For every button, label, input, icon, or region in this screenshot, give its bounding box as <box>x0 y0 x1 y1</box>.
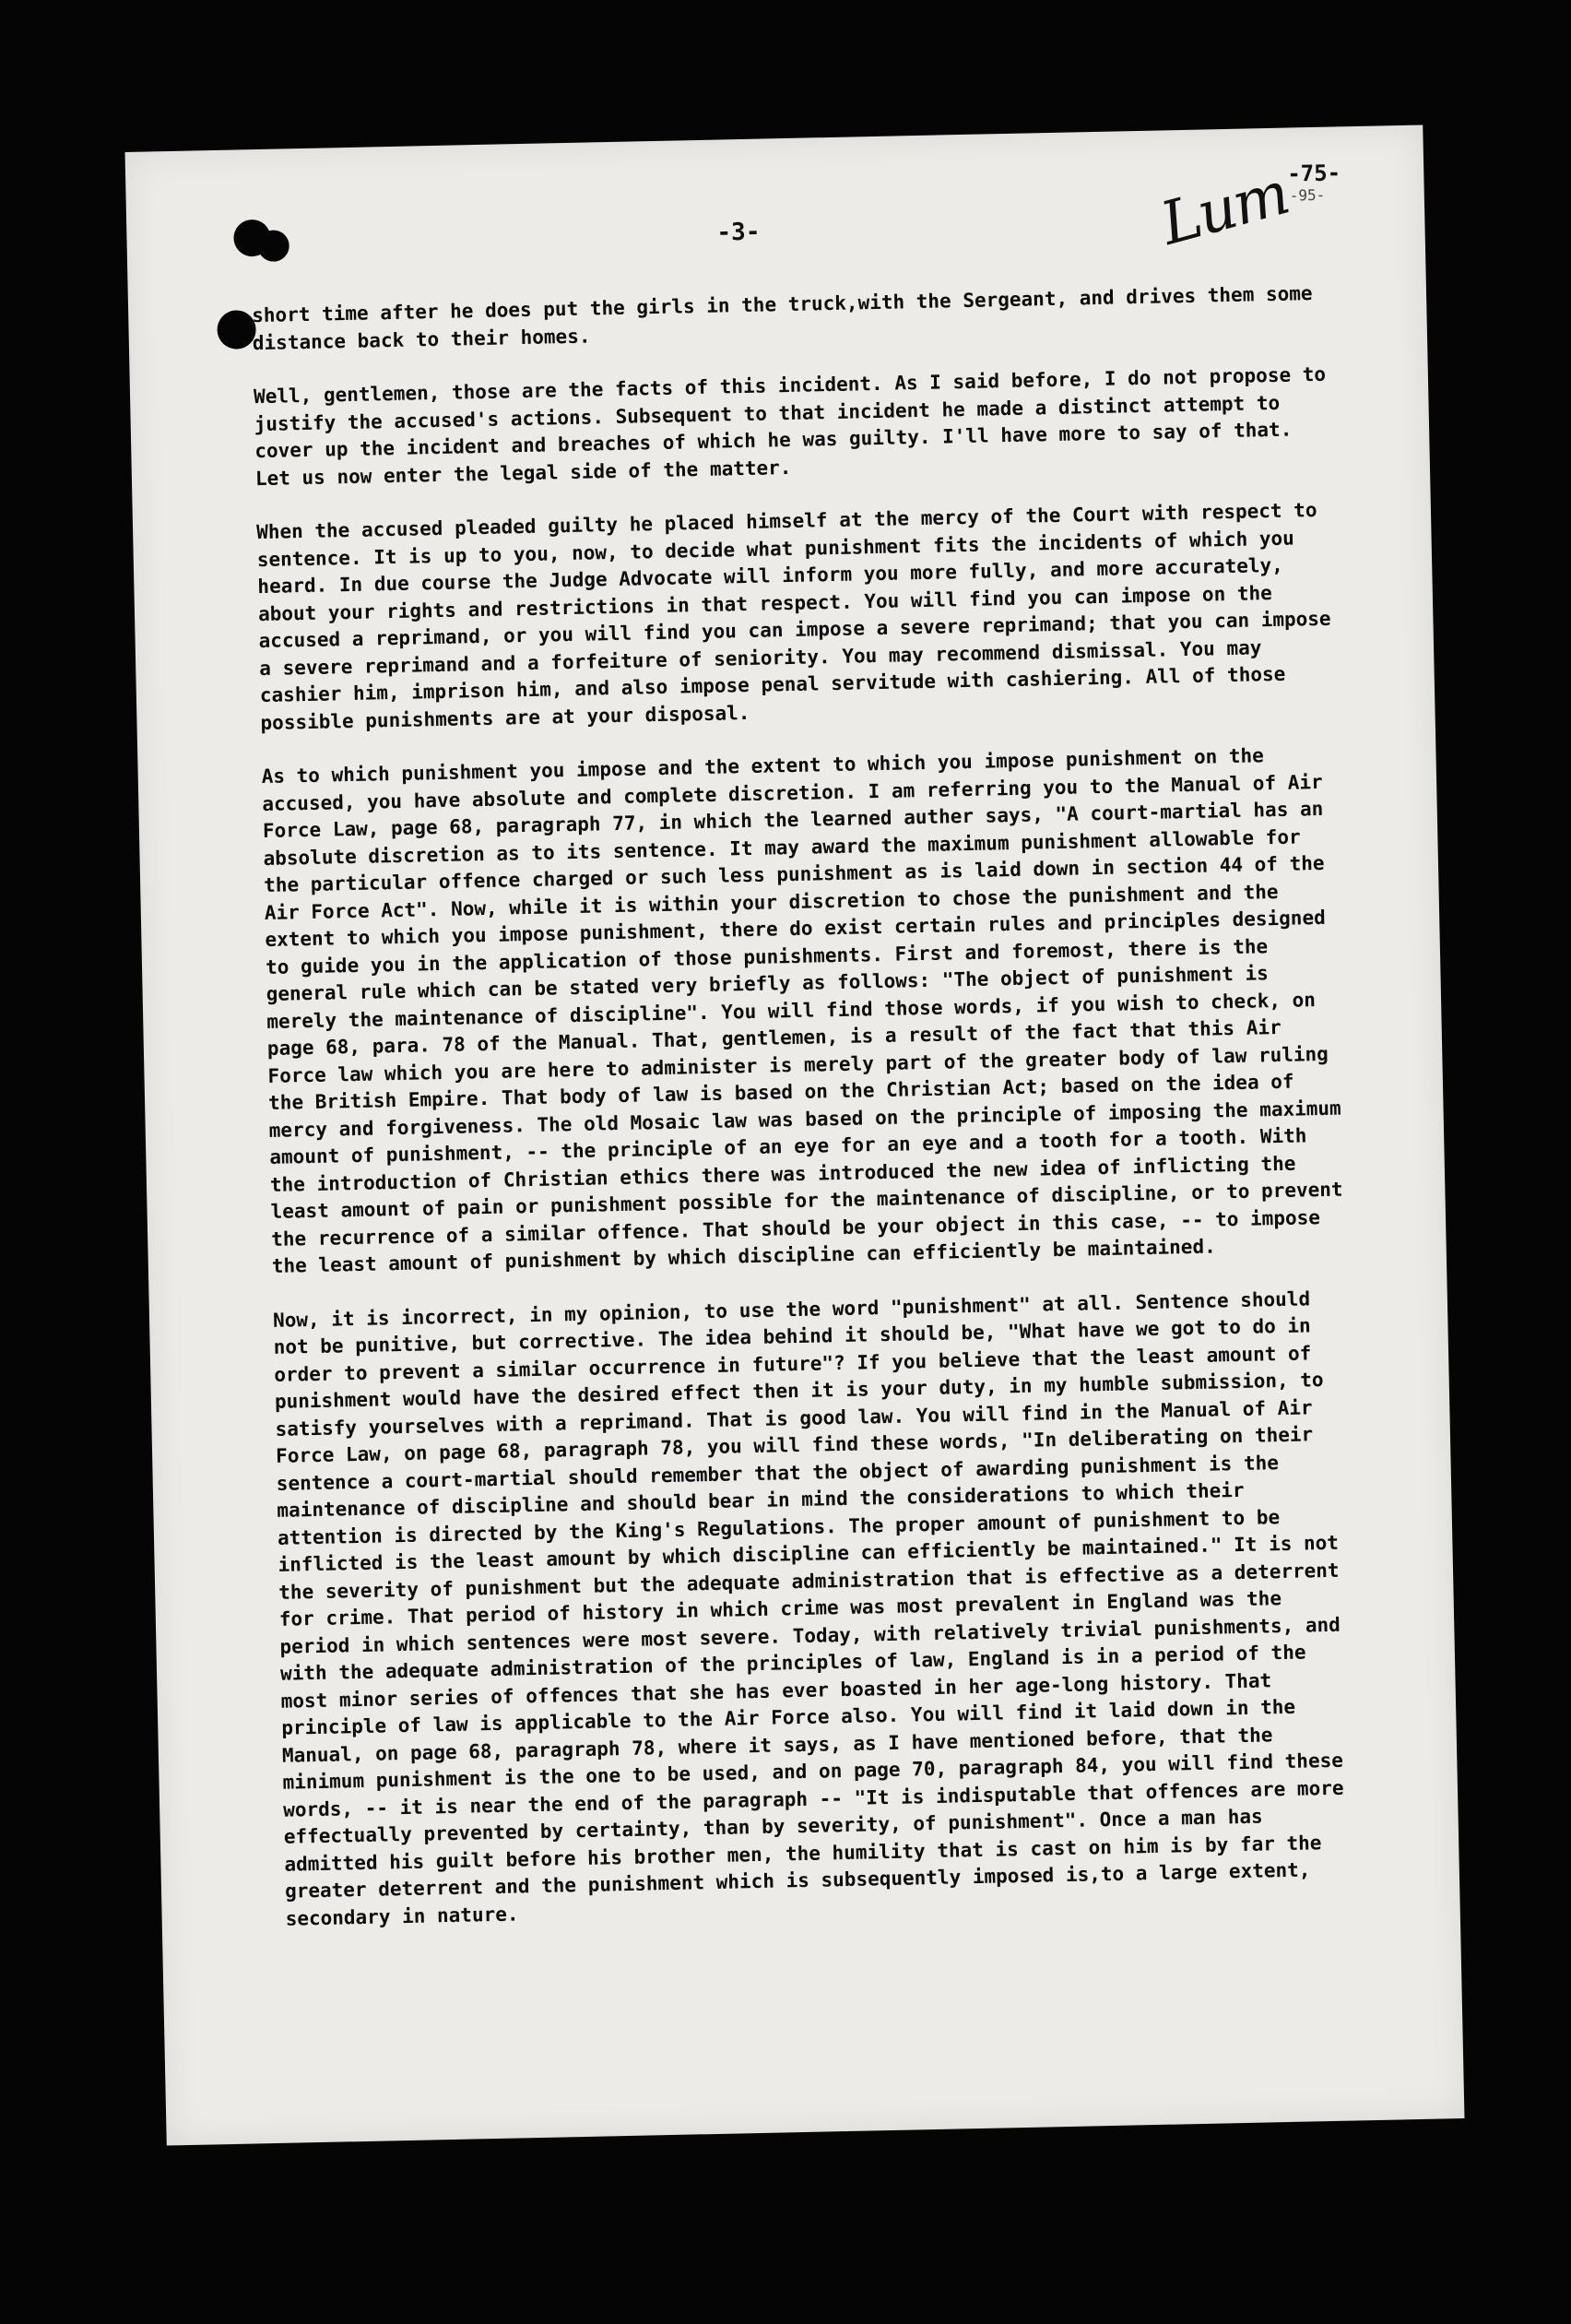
handwritten-initials: Lum <box>1153 160 1295 259</box>
folio-number: -75- <box>1286 160 1341 187</box>
body-text <box>252 280 1359 1960</box>
document-page <box>125 125 1465 2145</box>
folio-number-secondary: -95- <box>1289 185 1326 205</box>
paragraph: As to which punishment you impose and the extent to which you impose punishment on the accused, you have absolute and complete discretion. I am referring you to the Manual of Air Force Law, page 68, paragraph 77, in which the learned auther says, "A court-martial has an absolute discretion as to its sentence. It may award the maximum punishment allowable for the particular offence charged or such less punishment as is laid down in section 44 of the Air Force Act". Now, while it is within your discretion to chose the punishment and the extent to which you impose punishment, there do exist certain rules and principles designed to guide you in the application of those punishments. First and foremost, there is the general rule which can be stated very briefly as follows: "The object of punishment is merely the maintenance of discipline". You will find those words, if you wish to check, on page 68, para. 78 of the Manual. That, gentlemen, is a result of the fact that this Air Force law which you are here to administer is merely part of the greater body of law ruling the British Empire. That body of law is based on the Christian Act; based on the idea of mercy and forgiveness. The old Mosaic law was based on the principle of imposing the maximum amount of punishment, -- the principle of an eye for an eye and a tooth for a tooth. With the introduction of Christian ethics there was introduced the new idea of inflicting the least amount of pain or punishment possible for the maintenance of discipline, or to prevent the recurrence of a similar offence. That should be your object in this case, -- to impose the least amount of punishment by which discipline can efficiently be maintained. <box>261 744 1343 1277</box>
paragraph: When the accused pleaded guilty he placed himself at the mercy of the Court with respect to sentence. It is up to you, now, to decide what punishment fits the incidents of which you heard. In due course the Judge Advocate will inform you more fully, and more accurately, about your rights and restrictions in that respect. You will find you can impose on the accused a reprimand, or you will find you can impose a severe reprimand; that you can impose a severe reprimand and a forfeiture of seniority. You may recommend dismissal. You may cashier him, imprison him, and also impose penal servitude with cashiering. All of those possible punishments are at your disposal. <box>255 498 1331 734</box>
page-number: -3- <box>716 218 761 247</box>
punch-hole <box>257 230 289 262</box>
punch-hole <box>217 310 256 350</box>
paragraph: Well, gentlemen, those are the facts of this incident. As I said before, I do not propose to justify the accused's actions. Subsequent to that incident he made a distinct attempt to cover up the incident and breaches of which he was guilty. I'll have more to say of that. Let us now enter the legal side of the matter. <box>253 362 1327 490</box>
paragraph: short time after he does put the girls in the truck,with the Sergeant, and drives them some distance back to their homes. <box>252 282 1313 354</box>
paragraph: Now, it is incorrect, in my opinion, to use the word "punishment" at all. Sentence should not be punitive, but corrective. The idea behind it should be, "What have we got to do in order to prevent a similar occurrence in future"? If you believe that the least amount of punishment would have the desired effect then it is your duty, in my humble submission, to satisfy yourselves with a reprimand. That is good law. You will find in the Manual of Air Force Law, on page 68, paragraph 78, you will find these words, "In deliberating on their sentence a court-martial should remember that the object of awarding punishment is the maintenance of discipline and should bear in mind the considerations to which their attention is directed by the King's Regulations. The proper amount of punishment to be inflicted is the least amount by which discipline can efficiently be maintained." It is not the severity of punishment but the adequate administration that is effective as a deterrent for crime. That period of history in which crime was most prevalent in England was the period in which sentences were most severe. Today, with relatively trivial punishments, and with the adequate administration of the principles of law, England is in a period of the most minor series of offences that she has ever boasted in her age-long history. That principle of law is applicable to the Air Force also. You will find it laid down in the Manual, on page 68, paragraph 78, where it says, as I have mentioned before, that the minimum punishment is the one to be used, and on page 70, paragraph 84, you will find these words, -- it is near the end of the paragraph -- "It is indisputable that offences are more effectually prevented by certainty, than by severity, of punishment". Once a man has admitted his guilt before his brother men, the humility that is cast on him is by far the greater deterrent and the punishment which is subsequently imposed is,to a large extent, secondary in nature. <box>272 1286 1344 1930</box>
